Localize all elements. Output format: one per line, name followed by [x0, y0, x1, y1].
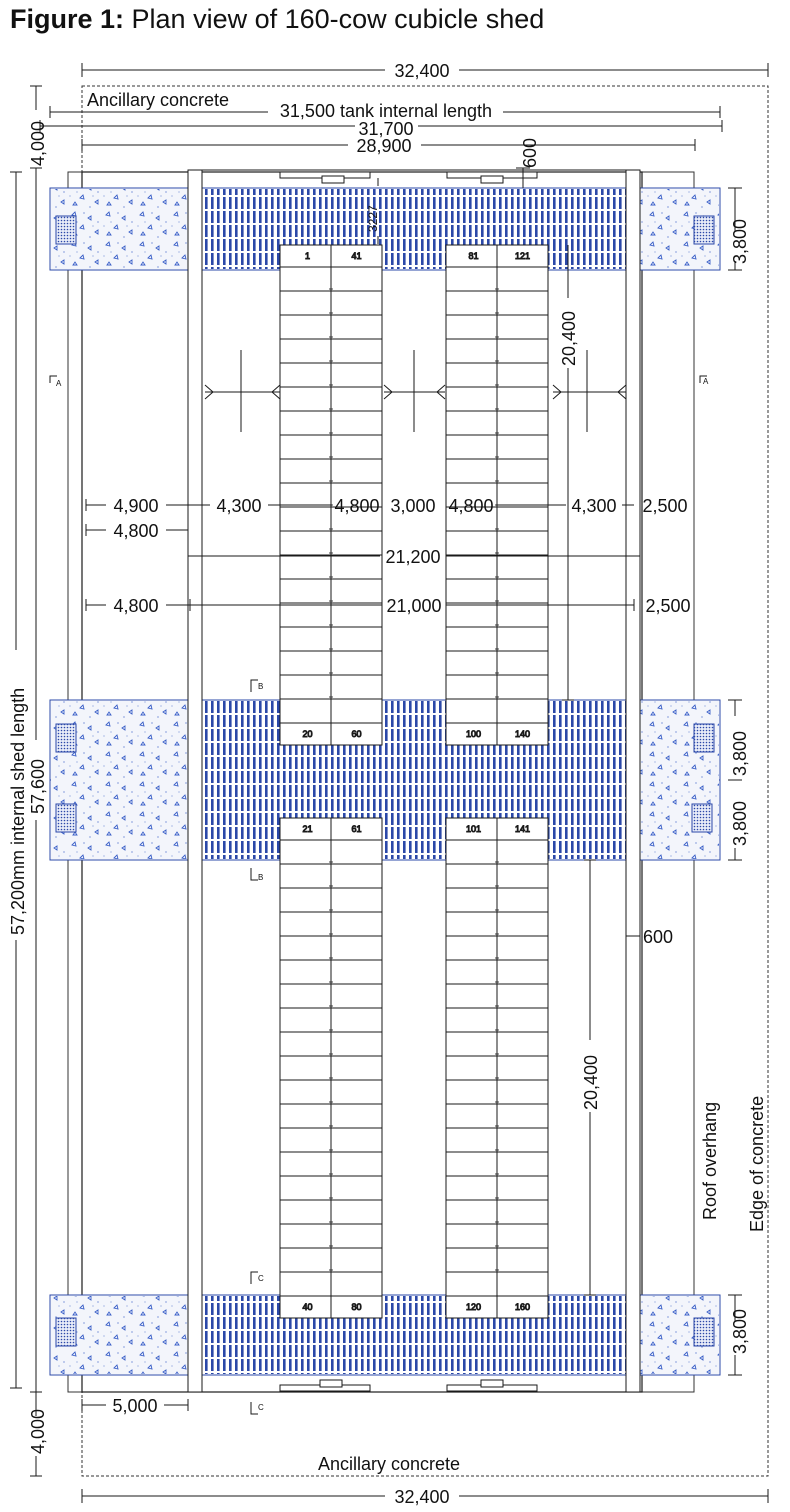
pump-box [56, 804, 76, 832]
slatted-tank-top [50, 188, 720, 270]
cubicle-number: 40 [302, 1302, 313, 1312]
label-roof-overhang: Roof overhang [700, 1101, 720, 1220]
pump-box [56, 1318, 76, 1346]
cubicle-number: 121 [514, 251, 531, 261]
cubicle-number: 1 [305, 251, 311, 261]
section-label-a: A [703, 377, 709, 386]
label-internal-length: 57,200mm internal shed length [8, 687, 28, 935]
cubicle-number: 41 [351, 251, 362, 261]
dim-end-4000-top: 4,000 [28, 120, 48, 166]
dim-3000: 3,000 [390, 496, 436, 516]
dim-row-upper: 20,400 [559, 310, 579, 366]
slatted-tank-bottom [50, 1295, 720, 1375]
label-edge-of-concrete: Edge of concrete [747, 1095, 767, 1232]
dim-31700: 31,700 [358, 119, 414, 139]
dim-4300-right: 4,300 [571, 496, 617, 516]
dim-4800-b: 4,800 [448, 496, 494, 516]
dim-21000: 21,000 [386, 596, 442, 616]
cubicle-number: 21 [302, 824, 313, 834]
pump-box [694, 724, 714, 752]
cubicle-number: 120 [466, 1302, 482, 1312]
dim-end-4000-bottom: 4,000 [28, 1408, 48, 1454]
figure-label: Figure 1: [10, 4, 125, 34]
slatted-tank-middle [50, 700, 720, 860]
dim-4300-left: 4,300 [216, 496, 262, 516]
dim-5000: 5,000 [112, 1396, 158, 1416]
dim-3227: 3227 [366, 205, 380, 232]
pump-box [694, 1318, 714, 1346]
cubicle-block-lower-right [446, 818, 548, 1318]
dim-tank-internal-length: 31,500 tank internal length [279, 101, 493, 121]
dim-tank-width-mid-a: 3,800 [730, 730, 750, 776]
label-ancillary-bottom: Ancillary concrete [317, 1454, 461, 1474]
dim-2500-a: 2,500 [642, 496, 688, 516]
section-label-c: C [258, 1274, 264, 1283]
tank-slats [200, 1296, 630, 1374]
cubicle-number: 61 [351, 824, 362, 834]
dim-2500-b: 2,500 [645, 596, 691, 616]
tank-slats [200, 701, 630, 859]
cubicle-block-upper-right [446, 245, 548, 745]
cubicle-number: 81 [468, 251, 479, 261]
section-label-a: A [56, 379, 62, 388]
section-label-b: B [258, 682, 264, 691]
dim-tank-width-mid-b: 3,800 [730, 800, 750, 846]
dim-overall-width-bottom: 32,400 [394, 1487, 450, 1507]
dim-28900: 28,900 [356, 136, 412, 156]
cubicle-number: 140 [514, 729, 531, 739]
dim-600-top: 600 [520, 137, 540, 168]
label-ancillary-top: Ancillary concrete [87, 90, 230, 110]
dim-4800-left2: 4,800 [113, 596, 159, 616]
cubicle-number: 160 [514, 1302, 531, 1312]
cubicle-number: 101 [466, 824, 482, 834]
section-label-b: B [258, 873, 264, 882]
pump-box [56, 216, 76, 244]
dim-4800-left: 4,800 [113, 521, 159, 541]
tank-slats [200, 189, 630, 269]
dim-overall-width-top: 32,400 [394, 61, 450, 81]
cubicle-number: 100 [466, 729, 482, 739]
pump-box [692, 804, 712, 832]
dim-tank-width-top: 3,800 [730, 218, 750, 264]
cubicle-number: 141 [514, 824, 531, 834]
section-label-c: C [258, 1403, 264, 1412]
pump-box [56, 724, 76, 752]
dim-600-right: 600 [643, 927, 674, 947]
dim-overall-length: 57,600 [28, 758, 48, 814]
cubicle-block-upper-left [280, 245, 382, 745]
dim-4800-a: 4,800 [334, 496, 380, 516]
dim-tank-width-bottom: 3,800 [730, 1308, 750, 1354]
dim-4900: 4,900 [113, 496, 159, 516]
cubicle-number: 80 [351, 1302, 362, 1312]
cubicle-block-lower-left [280, 818, 382, 1318]
pump-box [694, 216, 714, 244]
cubicle-number: 20 [302, 729, 313, 739]
cubicle-number: 60 [351, 729, 362, 739]
figure-caption: Plan view of 160-cow cubicle shed [131, 4, 545, 34]
dim-row-lower: 20,400 [581, 1054, 601, 1110]
dim-21200: 21,200 [385, 547, 441, 567]
